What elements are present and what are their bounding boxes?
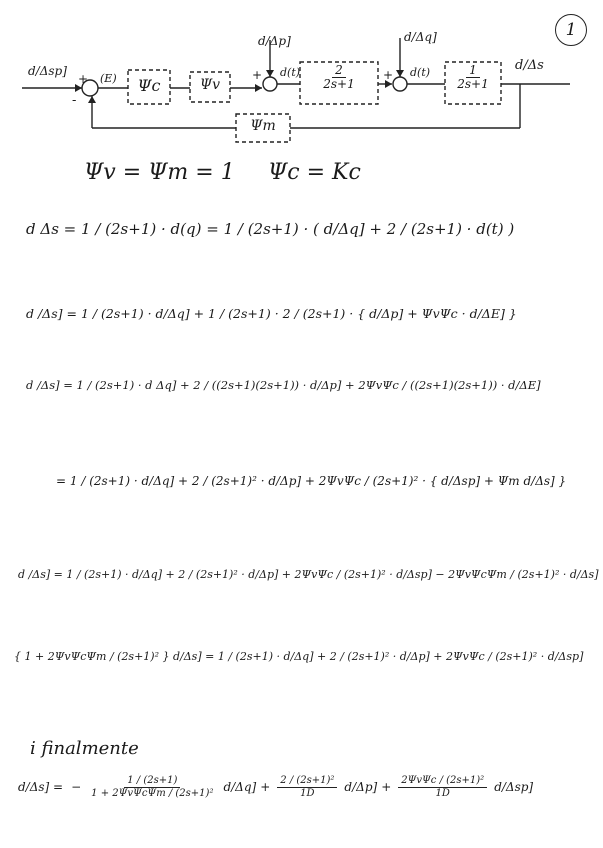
process-2-num: 1	[466, 64, 480, 78]
final-lhs: d/Δs] =	[18, 780, 64, 795]
final-term-3-var: d/Δsp]	[494, 780, 534, 795]
summing-junction-3	[393, 77, 407, 91]
input-signal-label: d/Δsp]	[28, 64, 67, 78]
final-term-1-num: 1 / (2s+1)	[124, 776, 180, 788]
process-1-den: 2s+1	[323, 76, 355, 91]
sum1-sign-minus: -	[72, 93, 77, 108]
final-term-3-num: 2ΨvΨc / (2s+1)²	[398, 776, 487, 788]
equation-2	[26, 306, 586, 321]
equation-1	[26, 220, 586, 238]
measurement-label: Ψm	[250, 118, 276, 134]
finally-label: i finalmente	[30, 738, 139, 759]
final-term-2-fraction	[277, 776, 337, 799]
disturbance-p-label: d/Δp]	[258, 34, 291, 48]
valve-label: Ψv	[199, 77, 221, 93]
equation-6-lhs: { 1 + 2ΨvΨcΨm / (2s+1)² } d/Δs] =	[14, 650, 215, 663]
equation-6-term: 1 / (2s+1) · d/Δq] + 2 / (2s+1)² · d/Δp] + 2ΨvΨc / (2s+1)² · d/Δsp]	[217, 650, 584, 663]
equation-2-lhs: d /Δs] =	[26, 306, 77, 321]
controller-label: Ψc	[137, 76, 161, 95]
final-term-1-var: d/Δq]	[223, 780, 257, 795]
final-equation: d/Δs] = − $\frac{1 / (2s+1)}{\text{1 + 2ΨvΨcΨm / (2s+1)²}}$ d/Δq] + $\frac{\text{2 / (2s+1)²}}{1D}$ d/Δp] + $\frac{\text{2ΨvΨc / (2s+1)²}}{1D}$ d/Δsp]	[18, 775, 534, 799]
disturbance-q-label: d/Δq]	[404, 30, 437, 44]
error-signal-label: (E)	[100, 72, 117, 85]
definition-right: Ψc = Kc	[268, 160, 361, 185]
final-term-1-den: 1 + 2ΨvΨcΨm / (2s+1)²	[91, 787, 214, 799]
process-2-tf	[445, 64, 501, 91]
signal-2-label: d(t)	[410, 66, 431, 79]
equation-3	[26, 378, 586, 392]
page-number: 1	[555, 14, 587, 46]
equation-4-lhs: =	[56, 474, 67, 488]
output-signal-label: d/Δs	[515, 58, 544, 73]
final-term-2-den: 1D	[300, 787, 315, 799]
definition-left: Ψv = Ψm = 1	[84, 160, 235, 185]
signal-1-label: d(t)	[280, 66, 301, 79]
equation-2-term: 1 / (2s+1) · d/Δq] + 1 / (2s+1) · 2 / (2s+1) · { d/Δp] + ΨvΨc · d/ΔE] }	[80, 306, 517, 321]
sum3-sign-plus-left: +	[383, 68, 394, 82]
summing-junction-2	[263, 77, 277, 91]
process-1-tf	[300, 64, 378, 91]
equation-1-lhs: d Δs =	[26, 220, 77, 238]
final-term-2-num: 2 / (2s+1)²	[277, 776, 337, 788]
final-term-3-den: 1D	[435, 787, 450, 799]
final-term-1-fraction	[88, 776, 216, 799]
process-2-den: 2s+1	[457, 76, 489, 91]
equation-5	[18, 568, 599, 581]
final-term-2-var: d/Δp]	[344, 780, 378, 795]
equation-1-term-1: 1 / (2s+1) · d(q) =	[81, 220, 219, 238]
equation-6	[14, 650, 589, 663]
process-1-num: 2	[332, 64, 346, 78]
equation-5-lhs: d /Δs] =	[18, 568, 63, 581]
sum1-sign-plus: +	[78, 72, 89, 86]
equation-3-lhs: d /Δs] =	[26, 378, 73, 392]
equation-5-term: 1 / (2s+1) · d/Δq] + 2 / (2s+1)² · d/Δp] + 2ΨvΨc / (2s+1)² · d/Δsp] − 2ΨvΨcΨm / (2s+1)² · d/Δs]	[66, 568, 599, 581]
equation-4	[56, 474, 586, 488]
equation-1-term-2: 1 / (2s+1) · ( d/Δq] + 2 / (2s+1) · d(t) )	[223, 220, 515, 238]
sum2-sign-plus-left: +	[252, 68, 263, 82]
equation-3-term: 1 / (2s+1) · d Δq] + 2 / ((2s+1)(2s+1)) · d/Δp] + 2ΨvΨc / ((2s+1)(2s+1)) · d/ΔE]	[76, 378, 541, 392]
final-term-3-fraction	[398, 776, 487, 799]
equation-4-term: 1 / (2s+1) · d/Δq] + 2 / (2s+1)² · d/Δp] + 2ΨvΨc / (2s+1)² · { d/Δsp] + Ψm d/Δs] }	[69, 474, 567, 488]
